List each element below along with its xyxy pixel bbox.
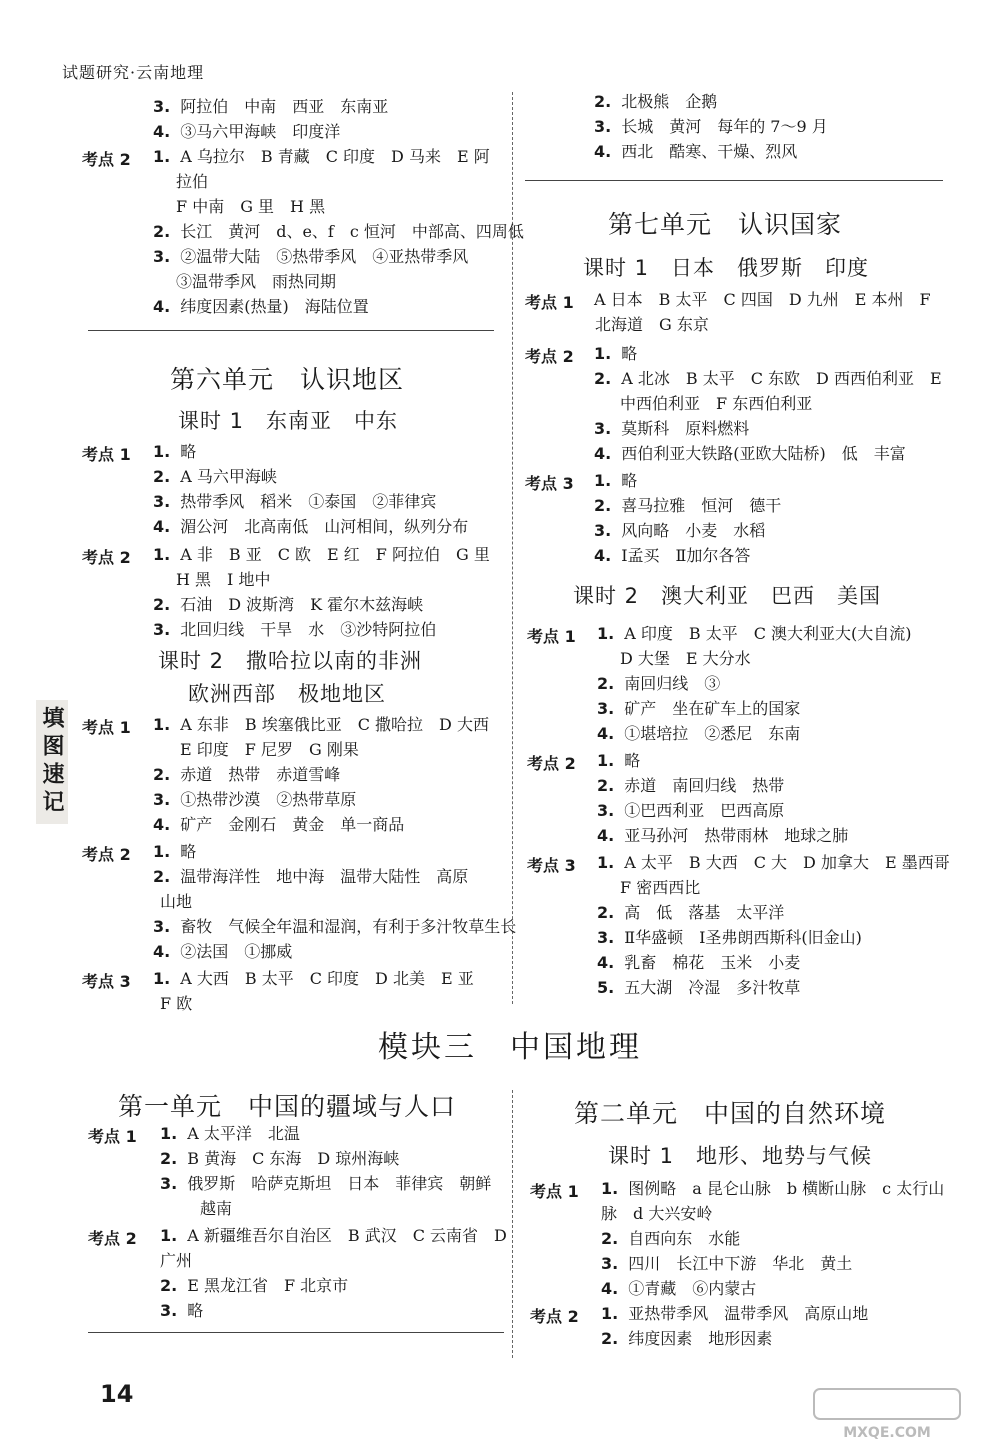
item-number: 1. <box>597 624 615 643</box>
item-number: 3. <box>153 790 171 809</box>
answer-line <box>601 1327 772 1351</box>
item-number: 2. <box>597 776 615 795</box>
answer-line <box>597 901 784 925</box>
item-number: 4. <box>153 297 171 316</box>
item-number: 3. <box>597 801 615 820</box>
answer-line <box>176 270 336 294</box>
item-number: 4. <box>594 444 612 463</box>
answer-line <box>594 519 765 543</box>
answer-text: 略 <box>180 442 197 461</box>
answer-text: ①巴西利亚 巴西高原 <box>624 801 785 820</box>
answer-line <box>594 417 749 441</box>
answer-line <box>594 367 942 391</box>
item-number: 1. <box>594 344 612 363</box>
answer-line <box>160 1122 300 1146</box>
answer-line <box>176 568 270 592</box>
answer-line <box>594 544 750 568</box>
kaodian-label: 考点 2 <box>525 347 574 366</box>
item-number: 4. <box>153 517 171 536</box>
answer-text: A 马六甲海峡 <box>180 467 277 486</box>
item-number: 2. <box>153 765 171 784</box>
divider-rule <box>88 330 494 331</box>
answer-line <box>153 788 356 812</box>
answer-line <box>153 763 340 787</box>
lesson-title: 课时 2 撒哈拉以南的非洲 <box>158 649 423 673</box>
item-number: 2. <box>601 1229 619 1248</box>
item-number: 1. <box>153 545 171 564</box>
answer-line <box>153 295 369 319</box>
answer-line <box>597 851 950 875</box>
item-number: 3. <box>153 97 171 116</box>
page-number: 14 <box>100 1380 134 1408</box>
divider-rule <box>88 1332 504 1333</box>
kaodian-label: 考点 1 <box>525 293 574 312</box>
answer-line <box>597 926 862 950</box>
item-number: 4. <box>597 724 615 743</box>
item-number: 1. <box>153 842 171 861</box>
answer-line <box>153 840 196 864</box>
answer-line <box>153 967 474 991</box>
answer-line <box>601 1302 868 1326</box>
unit-title: 第六单元 认识地区 <box>170 365 405 394</box>
answer-text: A 乌拉尔 B 青藏 C 印度 D 马来 E 阿 <box>180 147 490 166</box>
item-number: 1. <box>160 1226 178 1245</box>
answer-text: F 中南 G 里 H 黑 <box>176 197 326 216</box>
item-number: 3. <box>597 928 615 947</box>
answer-text: E 黑龙江省 F 北京市 <box>187 1276 349 1295</box>
answer-line <box>153 220 524 244</box>
answer-text: 五大湖 冷湿 多汁牧草 <box>624 978 801 997</box>
answer-text: 略 <box>621 344 638 363</box>
column-divider-lower <box>512 1090 513 1358</box>
answer-text: 北极熊 企鹅 <box>621 92 718 111</box>
kaodian-label: 考点 1 <box>88 1127 137 1146</box>
answer-line <box>601 1177 944 1201</box>
answer-line <box>153 465 277 489</box>
answer-line <box>160 1274 348 1298</box>
answer-line <box>153 713 489 737</box>
answer-text: Ⅱ华盛顿 Ⅰ圣弗朗西斯科(旧金山) <box>624 928 862 947</box>
item-number: 1. <box>153 147 171 166</box>
answer-text: H 黑 I 地中 <box>176 570 271 589</box>
answer-text: A 日本 B 太平 C 四国 D 九州 E 本州 F <box>594 290 931 309</box>
answer-line <box>601 1202 712 1226</box>
item-number: 3. <box>153 620 171 639</box>
answer-line <box>153 490 436 514</box>
answer-line <box>153 543 490 567</box>
answer-line <box>153 865 468 889</box>
answer-line <box>160 1224 507 1248</box>
answer-text: A 太平 B 大西 C 大 D 加拿大 E 墨西哥 <box>624 853 950 872</box>
answer-text: 北回归线 干旱 水 ③沙特阿拉伯 <box>180 620 437 639</box>
answer-text: 高 低 落基 太平洋 <box>624 903 785 922</box>
answer-line <box>594 90 717 114</box>
answer-line <box>160 1249 192 1273</box>
item-number: 2. <box>153 867 171 886</box>
item-number: 2. <box>160 1149 178 1168</box>
item-number: 1. <box>597 751 615 770</box>
answer-line <box>153 440 196 464</box>
answer-text: 脉 d 大兴安岭 <box>601 1204 713 1223</box>
item-number: 1. <box>601 1304 619 1323</box>
answer-line <box>597 672 720 696</box>
answer-line <box>601 1277 756 1301</box>
answer-text: 西伯利亚大铁路(亚欧大陆桥) 低 丰富 <box>621 444 906 463</box>
answer-text: ②法国 ①挪威 <box>180 942 293 961</box>
item-number: 2. <box>601 1329 619 1348</box>
kaodian-label: 考点 2 <box>82 845 131 864</box>
answer-text: 四川 长江中下游 华北 黄土 <box>628 1254 853 1273</box>
answer-text: 略 <box>624 751 641 770</box>
item-number: 2. <box>153 222 171 241</box>
item-number: 5. <box>597 978 615 997</box>
item-number: 3. <box>160 1301 178 1320</box>
item-number: 3. <box>153 492 171 511</box>
item-number: 1. <box>153 969 171 988</box>
lesson-title: 课时 1 日本 俄罗斯 印度 <box>583 256 870 280</box>
answer-text: ①堪培拉 ②悉尼 东南 <box>624 724 801 743</box>
kaodian-label: 考点 3 <box>82 972 131 991</box>
lesson-subtitle: 欧洲西部 极地地区 <box>188 682 386 706</box>
item-number: 3. <box>153 917 171 936</box>
answer-line <box>153 515 468 539</box>
answer-text: 广州 <box>160 1251 193 1270</box>
lesson-title: 课时 1 地形、地势与气候 <box>608 1144 873 1168</box>
answer-line <box>597 774 784 798</box>
item-number: 4. <box>601 1279 619 1298</box>
unit-title: 第二单元 中国的自然环境 <box>574 1099 887 1128</box>
answer-text: 略 <box>187 1301 204 1320</box>
answer-text: 赤道 热带 赤道雪峰 <box>180 765 341 784</box>
answer-text: B 黄海 C 东海 D 琼州海峡 <box>187 1149 400 1168</box>
kaodian-label: 考点 1 <box>527 627 576 646</box>
answer-text: 乳畜 棉花 玉米 小麦 <box>624 953 801 972</box>
item-number: 4. <box>153 942 171 961</box>
watermark-text: MXQE.COM <box>843 1425 931 1441</box>
answer-line <box>594 288 931 312</box>
answer-line <box>160 992 192 1016</box>
answer-line <box>153 145 490 169</box>
answer-text: ③温带季风 雨热同期 <box>176 272 337 291</box>
answer-line <box>597 722 800 746</box>
page-header: 试题研究·云南地理 <box>62 63 205 82</box>
answer-line <box>153 120 340 144</box>
module-title: 模块三 中国地理 <box>378 1030 642 1065</box>
item-number: 1. <box>160 1124 178 1143</box>
answer-text: 莫斯科 原料燃料 <box>621 419 750 438</box>
item-number: 1. <box>153 442 171 461</box>
answer-text: 西北 酷寒、干燥、烈风 <box>621 142 798 161</box>
answer-line <box>597 749 640 773</box>
watermark-logo <box>812 1385 962 1441</box>
answer-text: 自西向东 水能 <box>628 1229 741 1248</box>
answer-text: A 新疆维吾尔自治区 B 武汉 C 云南省 D <box>187 1226 507 1245</box>
kaodian-label: 考点 3 <box>525 474 574 493</box>
answer-line <box>597 697 800 721</box>
answer-line <box>160 1172 491 1196</box>
item-number: 2. <box>597 674 615 693</box>
answer-text: D 大堡 E 大分水 <box>620 649 751 668</box>
answer-line <box>620 876 700 900</box>
item-number: 2. <box>594 92 612 111</box>
answer-text: 阿拉伯 中南 西亚 东南亚 <box>180 97 389 116</box>
item-number: 2. <box>153 595 171 614</box>
answer-line <box>594 342 637 366</box>
item-number: 2. <box>160 1276 178 1295</box>
answer-line <box>153 915 516 939</box>
item-number: 2. <box>594 369 612 388</box>
answer-line <box>594 115 828 139</box>
item-number: 4. <box>153 122 171 141</box>
answer-text: 中西伯利亚 F 东西伯利亚 <box>620 394 813 413</box>
answer-line <box>594 494 781 518</box>
answer-text: 石油 D 波斯湾 K 霍尔木兹海峡 <box>180 595 424 614</box>
answer-line <box>601 1252 852 1276</box>
answer-line <box>620 647 751 671</box>
answer-text: 长城 黄河 每年的 7～9 月 <box>621 117 828 136</box>
item-number: 2. <box>594 496 612 515</box>
item-number: 3. <box>594 117 612 136</box>
answer-line <box>153 245 468 269</box>
item-number: 3. <box>601 1254 619 1273</box>
answer-line <box>595 313 709 337</box>
item-number: 4. <box>594 142 612 161</box>
kaodian-label: 考点 1 <box>82 445 131 464</box>
kaodian-label: 考点 3 <box>527 856 576 875</box>
item-number: 2. <box>153 467 171 486</box>
answer-text: A 太平洋 北温 <box>187 1124 300 1143</box>
answer-text: 风向略 小麦 水稻 <box>621 521 766 540</box>
answer-text: ①热带沙漠 ②热带草原 <box>180 790 357 809</box>
kaodian-label: 考点 1 <box>530 1182 579 1201</box>
answer-text: 赤道 南回归线 热带 <box>624 776 785 795</box>
answer-text: A 东非 B 埃塞俄比亚 C 撒哈拉 D 大西 <box>180 715 489 734</box>
kaodian-label: 考点 2 <box>527 754 576 773</box>
answer-line <box>153 813 404 837</box>
answer-line <box>153 95 388 119</box>
lesson-title: 课时 2 澳大利亚 巴西 美国 <box>573 584 882 608</box>
unit-title: 第一单元 中国的疆域与人口 <box>118 1092 457 1121</box>
answer-text: 矿产 坐在矿车上的国家 <box>624 699 801 718</box>
answer-text: Ⅰ孟买 Ⅱ加尔各答 <box>621 546 751 565</box>
answer-line <box>597 951 800 975</box>
side-tab: 填图速记 <box>36 700 68 824</box>
kaodian-label: 考点 2 <box>82 548 131 567</box>
answer-text: 图例略 a 昆仑山脉 b 横断山脉 c 太行山 <box>628 1179 945 1198</box>
answer-text: 略 <box>180 842 197 861</box>
answer-text: 湄公河 北高南低 山河相间，纵列分布 <box>180 517 469 536</box>
answer-text: 拉伯 <box>176 172 209 191</box>
item-number: 1. <box>594 471 612 490</box>
answer-line <box>594 140 797 164</box>
answer-text: 俄罗斯 哈萨克斯坦 日本 菲律宾 朝鲜 <box>187 1174 492 1193</box>
answer-text: ②温带大陆 ⑤热带季风 ④亚热带季风 <box>180 247 469 266</box>
answer-line <box>601 1227 740 1251</box>
answer-text: 温带海洋性 地中海 温带大陆性 高原 <box>180 867 469 886</box>
answer-text: A 印度 B 太平 C 澳大利亚大(大自流) <box>624 624 912 643</box>
answer-line <box>597 799 784 823</box>
answer-line <box>153 593 423 617</box>
item-number: 1. <box>597 853 615 872</box>
answer-text: 亚热带季风 温带季风 高原山地 <box>628 1304 869 1323</box>
lesson-title: 课时 1 东南亚 中东 <box>178 409 399 433</box>
item-number: 2. <box>597 903 615 922</box>
answer-line <box>180 738 359 762</box>
answer-text: 畜牧 气候全年温和湿润，有利于多汁牧草生长 <box>180 917 517 936</box>
kaodian-label: 考点 2 <box>88 1229 137 1248</box>
answer-text: A 大西 B 太平 C 印度 D 北美 E 亚 <box>180 969 474 988</box>
item-number: 3. <box>594 521 612 540</box>
item-number: 4. <box>597 826 615 845</box>
answer-text: 山地 <box>160 892 193 911</box>
answer-text: 喜马拉雅 恒河 德干 <box>621 496 782 515</box>
answer-text: 越南 <box>200 1199 233 1218</box>
answer-text: E 印度 F 尼罗 G 刚果 <box>180 740 359 759</box>
kaodian-label: 考点 2 <box>82 150 131 169</box>
answer-line <box>153 940 292 964</box>
item-number: 3. <box>153 247 171 266</box>
answer-line <box>597 976 800 1000</box>
answer-text: ③马六甲海峡 印度洋 <box>180 122 341 141</box>
answer-line <box>176 170 208 194</box>
answer-line <box>153 618 436 642</box>
answer-text: F 欧 <box>160 994 193 1013</box>
answer-text: 纬度因素(热量) 海陆位置 <box>180 297 369 316</box>
answer-text: 矿产 金刚石 黄金 单一商品 <box>180 815 405 834</box>
kaodian-label: 考点 2 <box>530 1307 579 1326</box>
item-number: 4. <box>594 546 612 565</box>
answer-line <box>594 469 637 493</box>
item-number: 3. <box>597 699 615 718</box>
answer-line <box>597 622 912 646</box>
answer-text: ①青藏 ⑥内蒙古 <box>628 1279 757 1298</box>
answer-line <box>200 1197 232 1221</box>
item-number: 4. <box>597 953 615 972</box>
answer-text: A 非 B 亚 C 欧 E 红 F 阿拉伯 G 里 <box>180 545 490 564</box>
item-number: 3. <box>160 1174 178 1193</box>
answer-text: 北海道 G 东京 <box>595 315 709 334</box>
answer-text: 略 <box>621 471 638 490</box>
answer-line <box>597 824 848 848</box>
answer-line <box>620 392 812 416</box>
answer-text: A 北冰 B 太平 C 东欧 D 西西伯利亚 E <box>621 369 942 388</box>
item-number: 1. <box>601 1179 619 1198</box>
answer-text: 长江 黄河 d、e、f c 恒河 中部高、四周低 <box>180 222 524 241</box>
item-number: 3. <box>594 419 612 438</box>
answer-text: F 密西西比 <box>620 878 701 897</box>
kaodian-label: 考点 1 <box>82 718 131 737</box>
item-number: 4. <box>153 815 171 834</box>
answer-text: 纬度因素 地形因素 <box>628 1329 773 1348</box>
answer-line <box>594 442 906 466</box>
answer-text: 亚马孙河 热带雨林 地球之肺 <box>624 826 849 845</box>
answer-line <box>176 195 325 219</box>
answer-text: 南回归线 ③ <box>624 674 721 693</box>
item-number: 1. <box>153 715 171 734</box>
answer-line <box>160 1147 399 1171</box>
answer-line <box>160 1299 203 1323</box>
unit-title: 第七单元 认识国家 <box>608 210 843 239</box>
divider-rule <box>525 180 943 181</box>
answer-line <box>160 890 192 914</box>
answer-text: 热带季风 稻米 ①泰国 ②菲律宾 <box>180 492 437 511</box>
